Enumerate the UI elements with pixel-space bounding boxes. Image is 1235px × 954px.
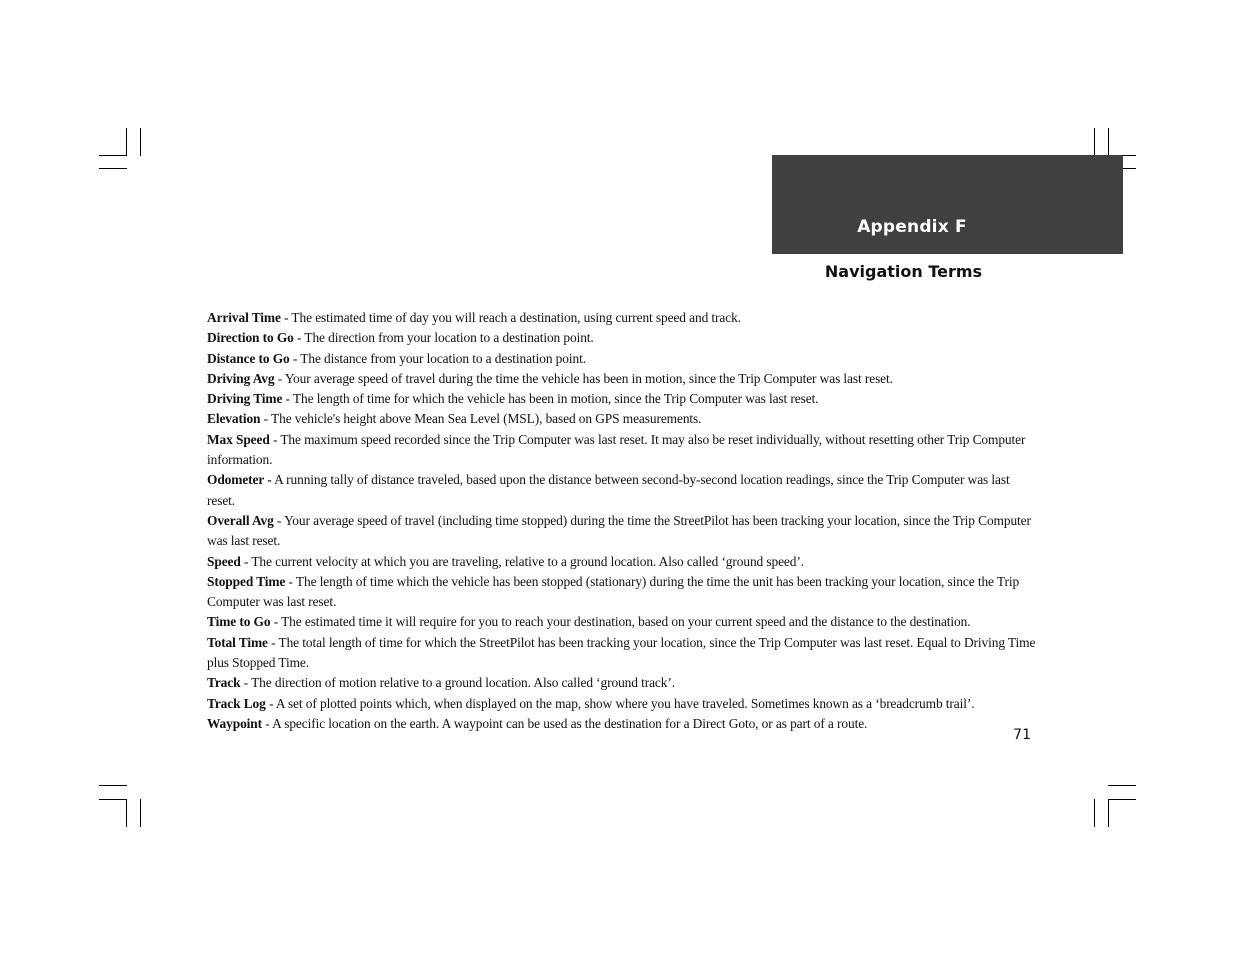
glossary-entry: [207, 369, 1037, 389]
term-definition: - The direction of motion relative to a ground location. Also called ‘ground track’.: [240, 675, 675, 691]
term-definition: - The length of time for which the vehicle has been in motion, since the Trip Computer was last reset.: [282, 391, 819, 407]
appendix-header-box: [772, 155, 1123, 254]
term-name: Odometer -: [207, 472, 272, 488]
term-definition: - The direction from your location to a destination point.: [293, 330, 594, 346]
glossary-entry: [207, 308, 1037, 328]
glossary-entry: [207, 470, 1037, 511]
term-definition: - A specific location on the earth. A waypoint can be used as the destination for a Direct Goto, or as part of a route.: [262, 715, 868, 731]
glossary-entry: [207, 430, 1037, 471]
term-definition: - The total length of time for which the StreetPilot has been tracking your location, since the Trip Computer was last reset. Equal to Driving Time plus Stopped Time.: [207, 634, 1036, 671]
glossary-entry: [207, 572, 1037, 613]
term-definition: - The distance from your location to a destination point.: [289, 350, 586, 366]
term-definition: - The current velocity at which you are traveling, relative to a ground location. Also called ‘ground speed’.: [240, 553, 804, 569]
term-definition: - The vehicle's height above Mean Sea Level (MSL), based on GPS measurements.: [260, 411, 702, 427]
crop-mark: [99, 155, 127, 156]
section-title: Navigation Terms: [824, 262, 983, 281]
glossary-entry: [207, 694, 1037, 714]
term-name: Driving Time: [207, 391, 283, 407]
term-definition: A running tally of distance traveled, based upon the distance between second-by-second location readings, since the Trip Computer was last reset.: [207, 472, 1010, 508]
term-name: Direction to Go: [207, 330, 294, 346]
term-name: Max Speed: [207, 431, 270, 447]
crop-mark: [1108, 128, 1109, 156]
term-name: Waypoint: [207, 715, 263, 731]
crop-mark: [140, 799, 141, 827]
term-name: Driving Avg: [207, 370, 275, 386]
term-name: Arrival Time: [207, 310, 281, 325]
appendix-title: Appendix F: [857, 217, 967, 237]
glossary-entry: [207, 349, 1037, 369]
glossary-entry: [207, 409, 1037, 429]
crop-mark: [126, 128, 127, 156]
glossary-list: [207, 308, 1037, 734]
term-definition: - A set of plotted points which, when displayed on the map, show where you have traveled. Sometimes known as a ‘breadcrumb trail’.: [265, 695, 975, 711]
crop-mark: [140, 128, 141, 156]
crop-mark: [1094, 128, 1095, 156]
crop-mark: [1108, 785, 1136, 786]
term-definition: - Your average speed of travel during the time the vehicle has been in motion, since the Trip Computer was last reset.: [274, 370, 893, 386]
glossary-entry: [207, 714, 1037, 734]
crop-mark: [1094, 799, 1095, 827]
glossary-entry: [207, 612, 1037, 632]
term-definition: - The estimated time of day you will reach a destination, using current speed and track.: [280, 310, 741, 325]
term-name: Distance to Go: [207, 350, 290, 366]
term-name: Speed: [207, 553, 241, 569]
glossary-entry: [207, 389, 1037, 409]
term-name: Stopped Time: [207, 573, 286, 589]
glossary-entry: [207, 511, 1037, 552]
term-name: Total Time: [207, 634, 268, 650]
page-number: 71: [1013, 727, 1031, 743]
term-name: Track: [207, 675, 241, 691]
crop-mark: [1108, 799, 1109, 827]
glossary-entry: [207, 633, 1037, 674]
crop-mark: [99, 799, 127, 800]
glossary-entry: [207, 673, 1037, 693]
term-name: Overall Avg: [207, 512, 274, 528]
glossary-entry: [207, 552, 1037, 572]
term-name: Time to Go: [207, 614, 271, 630]
crop-mark: [99, 785, 127, 786]
term-name: Elevation: [207, 411, 261, 427]
term-name: Track Log: [207, 695, 266, 711]
term-definition: - Your average speed of travel (including time stopped) during the time the StreetPilot has been tracking your location, since the Trip Computer was last reset.: [207, 512, 1031, 549]
crop-mark: [126, 799, 127, 827]
term-definition: - The maximum speed recorded since the Trip Computer was last reset. It may also be reset individually, without resetting other Trip Computer information.: [207, 431, 1026, 468]
term-definition: - The estimated time it will require for you to reach your destination, based on your current speed and the distance to the destination.: [270, 614, 971, 630]
crop-mark: [1108, 799, 1136, 800]
term-definition: - The length of time which the vehicle has been stopped (stationary) during the time the unit has been tracking your location, since the Trip Computer was last reset.: [207, 573, 1020, 610]
crop-mark: [99, 168, 127, 169]
glossary-entry: [207, 328, 1037, 348]
